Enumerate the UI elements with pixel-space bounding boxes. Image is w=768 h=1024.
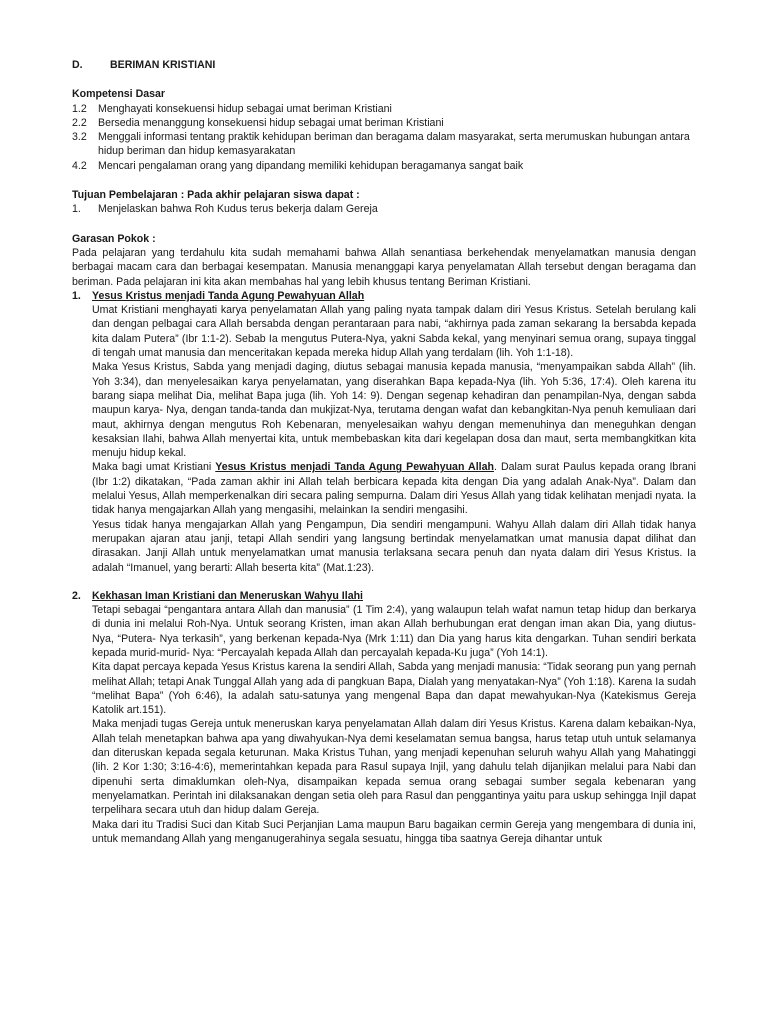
tujuan-item <box>72 202 696 216</box>
kompetensi-text: Bersedia menanggung konsekuensi hidup sebagai umat beriman Kristiani <box>98 116 444 129</box>
point-1-paragraph <box>92 460 696 517</box>
point-1-paragraph: Maka Yesus Kristus, Sabda yang menjadi daging, diutus sebagai manusia kepada manusia, “menyampaikan sabda Allah” (lih. Yoh 3:34), dan menyelesaikan karya penyelamatan, yang diserahkan Bapa kepada-Nya (lih. Yoh 5:36, 17:4). Oleh karena itu barang siapa melihat Dia, melihat Bapa juga (lih. Yoh 14: 9). Dengan segenap kehadiran dan penampilan-Nya, dengan sabda maupun karya- Nya, dengan tanda-tanda dan mukjizat-Nya, terutama dengan wafat dan kebangkitan-Nya penuh kemuliaan dari maut, akhirnya dengan mengutus Roh Kebenaran, menyelesaikan wahyu dengan memenuhinya dan meneguhkan dengan kesaksian Ilahi, bahwa Allah menyertai kita, untuk membebaskan kita dari kegelapan dosa dan maut, serta membangkitkan kita menuju hidup kekal. <box>92 361 696 460</box>
point-1-num: 1. <box>72 289 81 302</box>
tujuan-heading: Tujuan Pembelajaran : Pada akhir pelajaran siswa dapat : <box>72 189 360 202</box>
garasan-intro: Pada pelajaran yang terdahulu kita sudah memahami bahwa Allah senantiasa berkehendak menyelamatkan manusia dengan berbagai macam cara dan berbagai kesempatan. Manusia menanggapi karya penyelamatan Allah tersebut dengan beragama dan beriman. Pada pelajaran ini kita akan membahas hal yang lebih khusus tentang Beriman Kristiani. <box>72 246 696 288</box>
garasan-heading: Garasan Pokok : <box>72 232 156 245</box>
point-2-body <box>72 603 696 846</box>
kompetensi-num: 1.2 <box>72 102 87 115</box>
kompetensi-text: Menggali informasi tentang praktik kehidupan beriman dan beragama dalam masyarakat, serta merumuskan hubungan antara hidup beriman dan hidup kemasyarakatan <box>98 131 690 158</box>
point-1-body <box>72 303 696 575</box>
point-2-paragraph: Maka dari itu Tradisi Suci dan Kitab Suci Perjanjian Lama maupun Baru bagaikan cermin Gereja yang mengembara di dunia ini, untuk memandang Allah yang menganugerahinya segala sesuatu, hingga tiba saatnya Gereja dihantar untuk <box>92 818 696 845</box>
tujuan-text: Menjelaskan bahwa Roh Kudus terus bekerja dalam Gereja <box>98 203 378 216</box>
point-2-paragraph: Kita dapat percaya kepada Yesus Kristus karena Ia sendiri Allah, Sabda yang menjadi manusia: “Tidak seorang pun yang pernah melihat Allah; tetapi Anak Tunggal Allah yang ada di pangkuan Bapa, Dialah yang menyatakan-Nya” (Yoh 1:18). Karena Ia sudah “melihat Bapa” (Yoh 6:46), Ia adalah satu-satunya yang mengenal Bapa dan dapat mewahyukan-Nya (Katekismus Gereja Katolik art.151). <box>92 661 696 717</box>
emphasis-phrase: Yesus Kristus menjadi Tanda Agung Pewahyuan Allah <box>215 461 494 474</box>
point-1-paragraph: Umat Kristiani menghayati karya penyelamatan Allah yang paling nyata tampak dalam diri Yesus Kristus. Setelah berulang kali dan dengan pelbagai cara Allah bersabda dengan perantaraan para nabi, “akhirnya pada zaman sekarang Ia bersabda kepada kita dalam Putera” (Ibr 1:1-2). Sebab Ia mengutus Putera-Nya, yakni Sabda kekal, yang menyinari semua orang, supaya tinggal di tengah umat manusia dan menceritakan kepada mereka hidup Allah yang terdalam (lih. Yoh 1:1-18). <box>92 304 696 360</box>
kompetensi-num: 3.2 <box>72 131 87 144</box>
kompetensi-item <box>72 130 696 159</box>
tujuan-pembelajaran <box>72 188 696 217</box>
kompetensi-dasar <box>72 87 696 173</box>
point-2-num: 2. <box>72 589 81 602</box>
kompetensi-item <box>72 102 696 116</box>
point-2-title: Kekhasan Iman Kristiani dan Meneruskan Wahyu Ilahi <box>92 589 363 602</box>
kompetensi-item <box>72 116 696 130</box>
kompetensi-item <box>72 159 696 173</box>
point-2-heading <box>72 589 696 603</box>
kompetensi-num: 2.2 <box>72 116 87 129</box>
paragraph-lead: Maka bagi umat Kristiani <box>92 461 216 474</box>
point-1-paragraph: Yesus tidak hanya mengajarkan Allah yang Pengampun, Dia sendiri mengampuni. Wahyu Allah dalam diri Allah tidak hanya merupakan ajaran atau janji, tetapi Allah sendiri yang langsung bertindak menyelamatkan umat manusia dapat dilihat dan dirasakan. Janji Allah untuk menyelamatkan umat manusia terlaksana secara penuh dan nyata dalam diri Yesus Kristus. Ia adalah “Imanuel, yang berarti: Allah beserta kita” (Mat.1:23). <box>92 518 696 574</box>
point-2-paragraph: Tetapi sebagai “pengantara antara Allah dan manusia” (1 Tim 2:4), yang walaupun telah wafat namun tetap hidup dan berkarya di dunia ini melalui Roh-Nya. Untuk seorang Kristen, iman akan Allah berhubungan erat dengan iman akan Dia, yang diutus-Nya, “Putera- Nya terkasih”, yang berkenan kepada-Nya (Mrk 1:11) dan Dia yang harus kita dengarkan. Tuhan sendiri berkata kepada murid-murid- Nya: “Percayalah kepada Allah dan percayalah kepada-Ku juga” (Yoh 14:1). <box>92 604 696 659</box>
section-heading <box>72 58 696 72</box>
point-2-paragraph: Maka menjadi tugas Gereja untuk meneruskan karya penyelamatan Allah dalam diri Yesus Kristus. Karena dalam kebaikan-Nya, Allah telah menetapkan bahwa apa yang diwahyukan-Nya demi keselamatan semua bangsa, harus tetap utuh untuk selamanya dan diteruskan kepada segala keturunan. Maka Kristus Tuhan, yang menjadi kepenuhan seluruh wahyu Allah yang Mahatinggi (lih. 2 Kor 1:30; 3:16-4:6), memerintahkan kepada para Rasul supaya Injil, yang dahulu telah dijanjikan melalui para Nabi dan dipenuhi serta dimaklumkan oleh-Nya, disampaikan kepada semua orang sebagai sumber segala kebenaran yang menyelamatkan. Perintah ini dilaksanakan dengan setia oleh para Rasul dan penggantinya yaitu para uskup sehingga Injil dapat terpelihara secara utuh dan hidup dalam Gereja. <box>92 718 696 817</box>
kompetensi-heading: Kompetensi Dasar <box>72 88 166 101</box>
tujuan-num: 1. <box>72 203 81 216</box>
section-letter: D. <box>72 59 83 71</box>
garasan-pokok <box>72 232 696 846</box>
paragraph-rest: . Dalam surat Paulus kepada orang Ibrani (Ibr 1:2) dikatakan, “Pada zaman akhir ini Allah telah berbicara kepada kita dengan Dia yang adalah Anak-Nya”. Dalam dan melalui Yesus, Allah memperkenalkan diri secara paling sempurna. Dalam diri Yesus Allah yang tidak kelihatan menjadi nyata. Ia tidak hanya mengajarkan Allah yang mengasihi, melainkan Ia sendiri mengasihi. <box>92 461 696 517</box>
point-1-title: Yesus Kristus menjadi Tanda Agung Pewahyuan Allah <box>92 289 365 302</box>
kompetensi-num: 4.2 <box>72 159 87 172</box>
point-1-heading <box>72 289 696 303</box>
section-title: BERIMAN KRISTIANI <box>110 59 216 71</box>
kompetensi-text: Menghayati konsekuensi hidup sebagai umat beriman Kristiani <box>98 102 392 115</box>
kompetensi-text: Mencari pengalaman orang yang dipandang memiliki kehidupan beragamanya sangat baik <box>98 159 524 172</box>
